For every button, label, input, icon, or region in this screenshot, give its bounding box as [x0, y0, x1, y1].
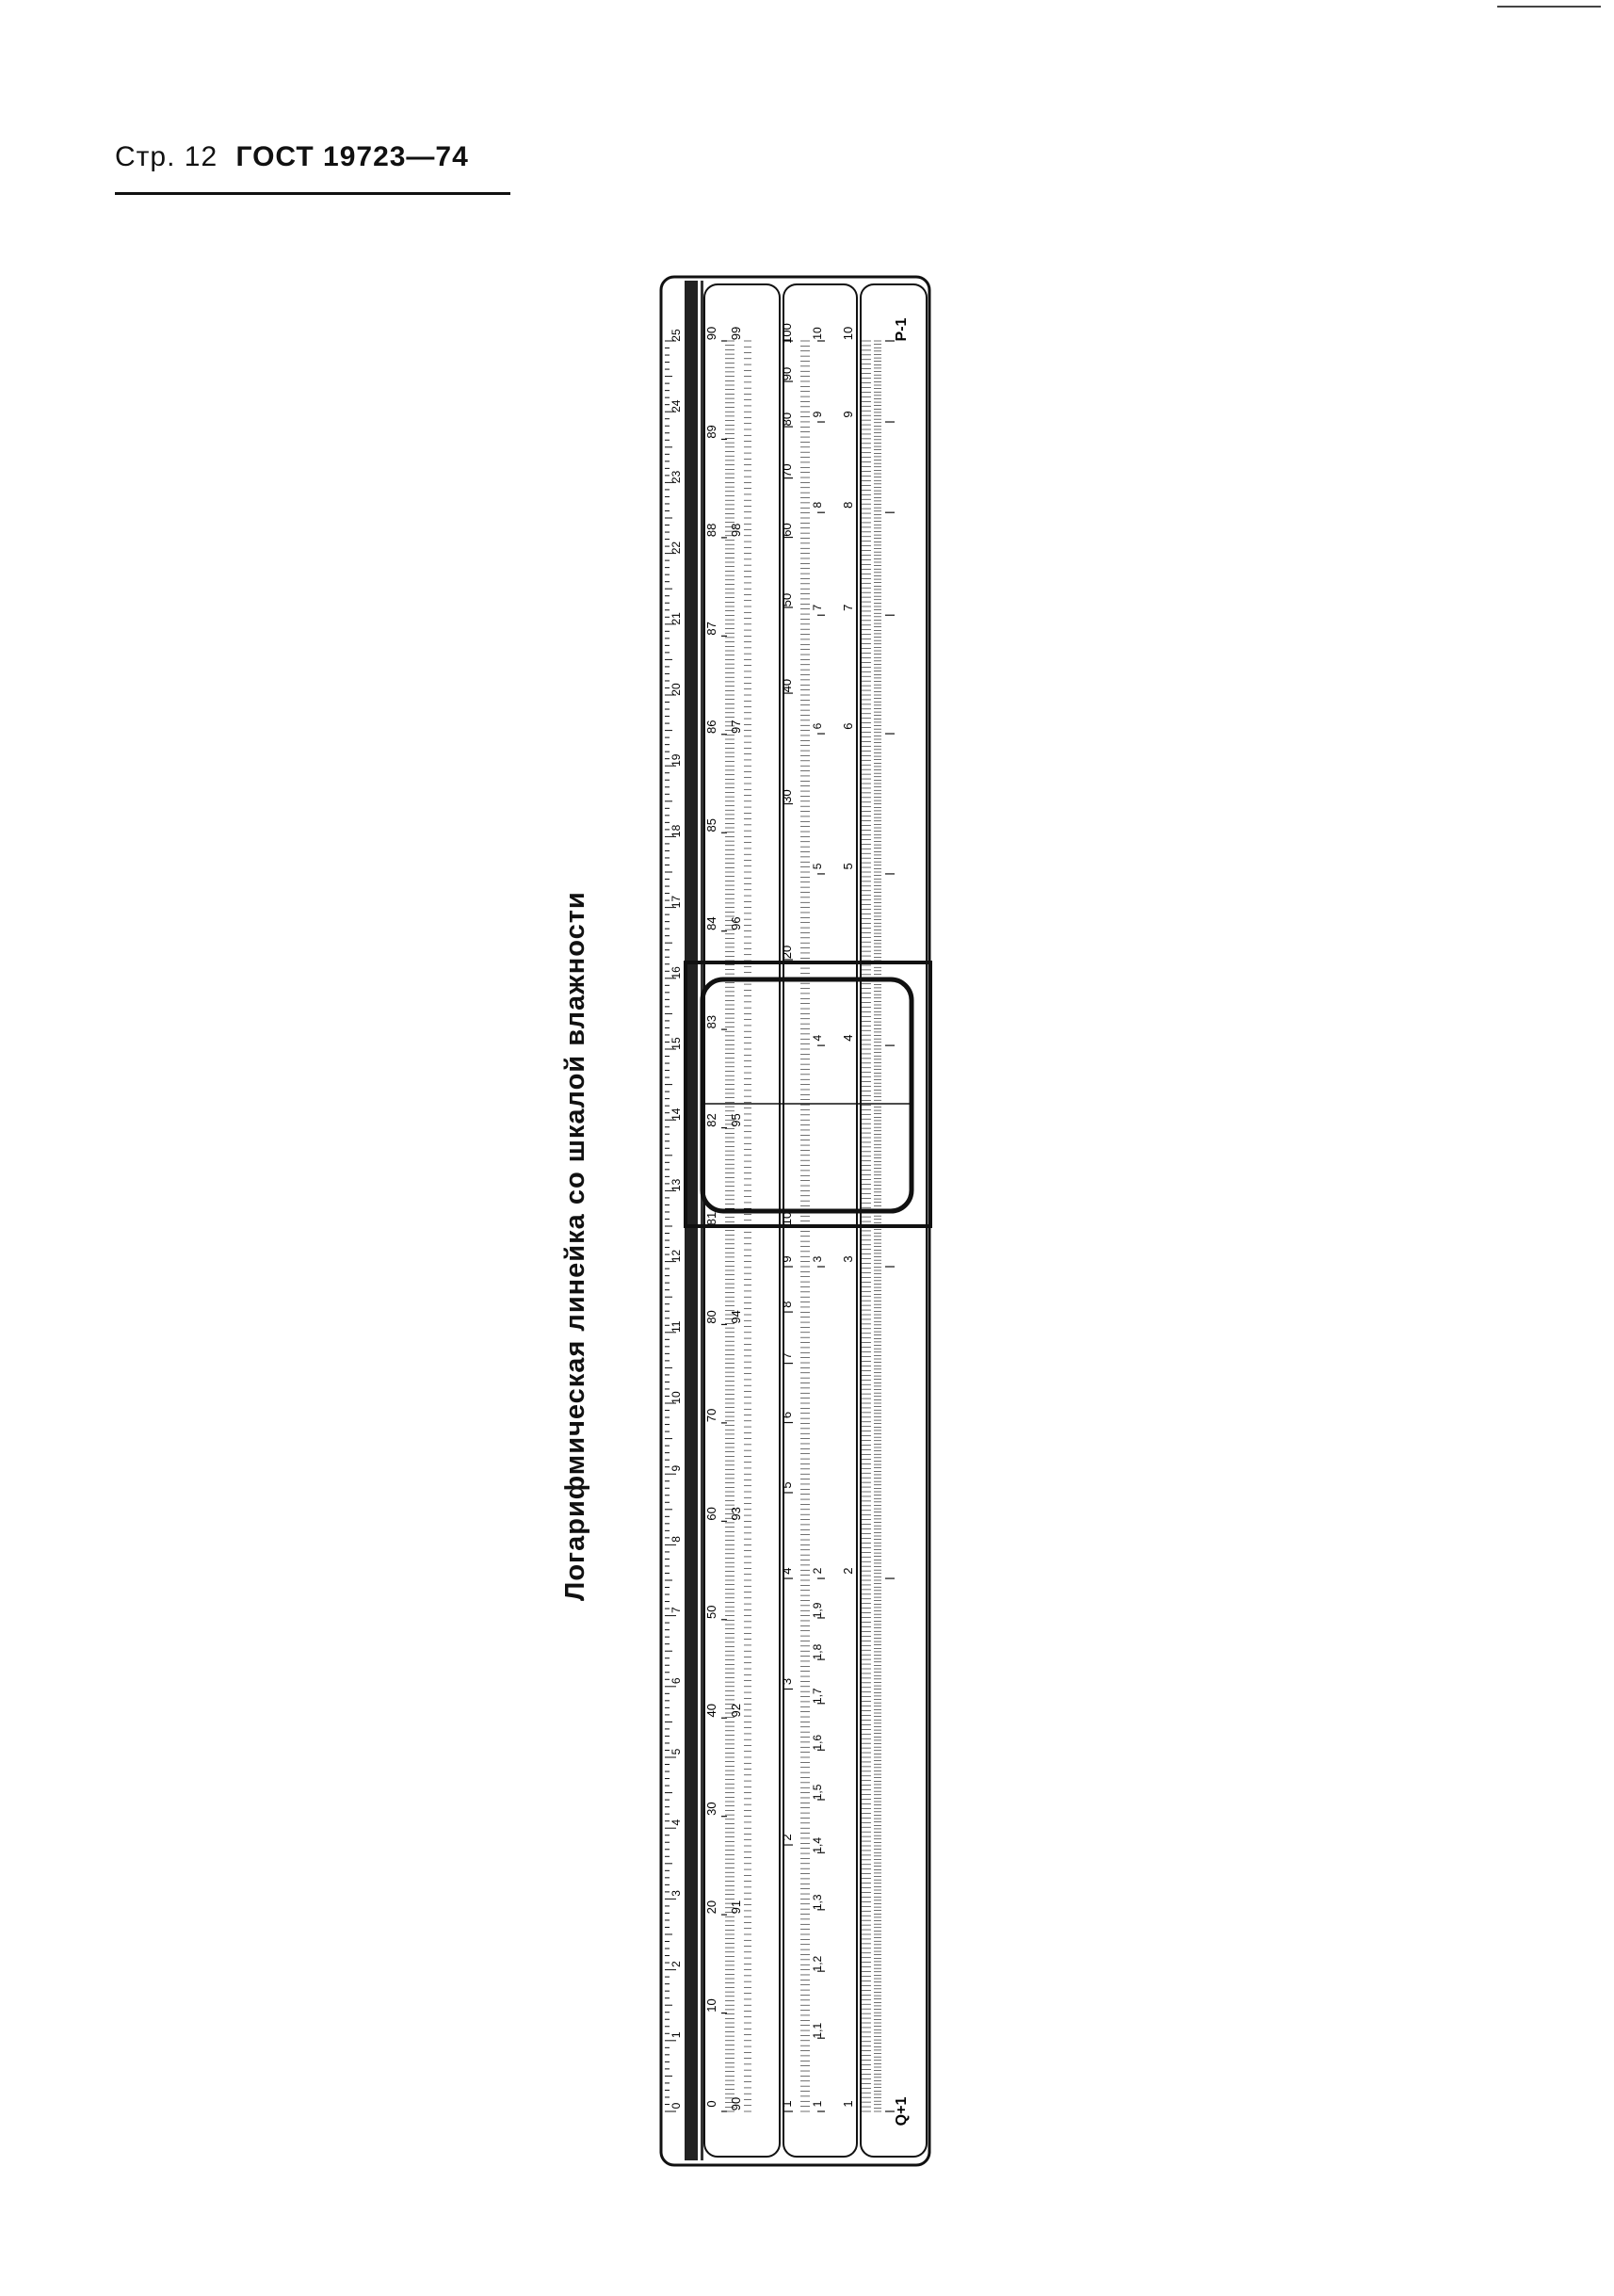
slide-lower-label: 1,4 — [811, 1836, 824, 1853]
slide-lower-label: 5 — [811, 863, 824, 870]
slide-lower-label: 7 — [811, 604, 824, 611]
percent-scale-label: 10 — [704, 1998, 718, 2013]
percent-scale-label: 20 — [704, 1900, 718, 1915]
slide-lower-label: 4 — [811, 1034, 824, 1042]
slide-lower-label: 1,9 — [811, 1602, 824, 1619]
percent-scale-label: 0 — [704, 2100, 718, 2108]
top-scale-label: 9 — [670, 1464, 683, 1472]
slide-lower-label: 2 — [811, 1567, 824, 1575]
humidity-scale-label: 96 — [729, 916, 743, 930]
percent-scale-label: 85 — [704, 817, 718, 833]
top-scale-label: 11 — [670, 1320, 683, 1334]
slide-upper-label: 50 — [780, 592, 794, 607]
slide-upper-label: 40 — [780, 678, 794, 693]
percent-scale-label: 80 — [704, 1310, 718, 1324]
bottom-scale-label: 7 — [841, 604, 855, 611]
slide-upper-label: 30 — [780, 789, 794, 803]
slide-lower-label: 1,1 — [811, 2022, 824, 2039]
page-header — [115, 141, 469, 173]
lower-strip — [861, 284, 927, 2157]
top-scale-label: 1 — [670, 2031, 683, 2039]
top-scale-label: 23 — [670, 470, 683, 484]
percent-scale-label: 89 — [704, 425, 718, 439]
top-scale-label: 2 — [670, 1961, 683, 1967]
page-number: Стр. 12 — [115, 141, 218, 172]
slide-lower-label: 8 — [811, 501, 824, 509]
humidity-scale-label: 90 — [729, 2096, 743, 2111]
bottom-scale-label: 10 — [841, 326, 855, 341]
humidity-scale-label: 97 — [729, 720, 743, 735]
corner-mark — [1497, 6, 1601, 8]
slide-lower-label: 1 — [811, 2100, 824, 2108]
percent-scale-label: 82 — [704, 1113, 718, 1127]
slide-upper-label: 100 — [780, 323, 794, 344]
figure-caption: Логарифмическая линейка со шкалой влажности — [560, 891, 590, 1601]
bottom-scale-label: 1 — [841, 2100, 855, 2108]
top-scale-label: 14 — [670, 1108, 683, 1121]
percent-scale-label: 88 — [704, 523, 718, 538]
percent-scale-label: 70 — [704, 1408, 718, 1423]
percent-scale-label: 90 — [704, 326, 718, 341]
slide-rule-drawing — [659, 275, 932, 2168]
top-scale-label: 15 — [670, 1037, 683, 1050]
percent-scale-label: 40 — [704, 1703, 718, 1718]
bottom-scale-label: 6 — [841, 722, 855, 730]
slide-upper-label: 1 — [780, 2100, 794, 2108]
slide-upper-label: 70 — [780, 463, 794, 477]
slide-lower-label: 1,6 — [811, 1734, 824, 1751]
slide-upper-label: 80 — [780, 412, 794, 427]
slide-upper-label: 4 — [780, 1567, 794, 1575]
humidity-scale-label: 98 — [729, 523, 743, 538]
humidity-scale-label: 91 — [729, 1900, 743, 1915]
bottom-scale-label: 3 — [841, 1255, 855, 1263]
slide-lower-label: 1,3 — [811, 1894, 824, 1911]
body-stripe-thin — [701, 281, 703, 2160]
slide-upper-label: 20 — [780, 945, 794, 960]
percent-scale-label: 50 — [704, 1605, 718, 1620]
top-scale-label: 24 — [670, 399, 683, 412]
top-scale-label: 7 — [670, 1607, 683, 1613]
slide-lower-label: 1,5 — [811, 1784, 824, 1801]
bottom-scale-label: 2 — [841, 1567, 855, 1575]
top-scale-label: 16 — [670, 966, 683, 979]
top-scale-label: 18 — [670, 824, 683, 838]
standard-number: ГОСТ 19723—74 — [235, 141, 469, 172]
slide-lower-label: 3 — [811, 1255, 824, 1263]
slide-strip — [783, 284, 857, 2157]
top-scale-label: 8 — [670, 1536, 683, 1543]
slide-lower-label: 10 — [811, 327, 824, 340]
bottom-scale-label: 9 — [841, 411, 855, 418]
slide-lower-label: 1,8 — [811, 1643, 824, 1660]
humidity-scale-label: 94 — [729, 1310, 743, 1324]
percent-scale-label: 60 — [704, 1507, 718, 1521]
top-scale-label: 4 — [670, 1819, 683, 1826]
top-scale-label: 5 — [670, 1748, 683, 1755]
top-scale-label: 17 — [670, 895, 683, 909]
slide-upper-label: 3 — [780, 1677, 794, 1686]
percent-scale-label: 83 — [704, 1014, 718, 1029]
slide-upper-label: 90 — [780, 366, 794, 381]
slide-upper-label: 10 — [780, 1211, 794, 1226]
slide-upper-label: 5 — [780, 1481, 794, 1489]
bottom-scale-label: 4 — [841, 1034, 855, 1042]
bottom-scale-label: 5 — [841, 863, 855, 870]
slide-upper-label: 2 — [780, 1834, 794, 1841]
humidity-scale-label: 99 — [729, 326, 743, 341]
slide-lower-label: 1,2 — [811, 1955, 824, 1972]
humidity-scale-label: 93 — [729, 1507, 743, 1521]
top-scale-label: 25 — [670, 329, 683, 342]
top-scale-label: 3 — [670, 1890, 683, 1897]
top-scale-label: 13 — [670, 1178, 683, 1192]
percent-scale-label: 30 — [704, 1802, 718, 1816]
slide-upper-label: 60 — [780, 523, 794, 537]
right-end-label: P-1 — [894, 317, 910, 342]
top-scale-label: 10 — [670, 1391, 683, 1404]
top-scale-label: 21 — [670, 612, 683, 625]
slide-upper-label: 8 — [780, 1301, 794, 1308]
slide-upper-label: 7 — [780, 1351, 794, 1360]
slide-lower-label: 6 — [811, 722, 824, 730]
top-scale-label: 22 — [670, 541, 683, 555]
slide-lower-label: 9 — [811, 411, 824, 418]
left-end-label: Q+1 — [894, 2096, 910, 2126]
slide-upper-label: 9 — [780, 1255, 794, 1263]
slide-lower-label: 1,7 — [811, 1688, 824, 1705]
percent-scale-label: 84 — [704, 916, 718, 930]
top-scale-label: 19 — [670, 753, 683, 767]
top-scale-label: 20 — [670, 683, 683, 696]
slide-upper-label: 6 — [780, 1411, 794, 1419]
slide-rule-figure — [659, 275, 932, 2168]
percent-scale-label: 81 — [704, 1211, 718, 1226]
percent-scale-label: 87 — [704, 622, 718, 636]
humidity-scale-label: 95 — [729, 1113, 743, 1127]
bottom-scale-label: 8 — [841, 501, 855, 509]
humidity-scale-label: 92 — [729, 1703, 743, 1718]
top-scale-label: 6 — [670, 1677, 683, 1685]
top-scale-label: 12 — [670, 1249, 683, 1263]
top-scale-label: 0 — [670, 2102, 683, 2110]
header-rule — [115, 192, 510, 195]
percent-scale-label: 86 — [704, 720, 718, 735]
